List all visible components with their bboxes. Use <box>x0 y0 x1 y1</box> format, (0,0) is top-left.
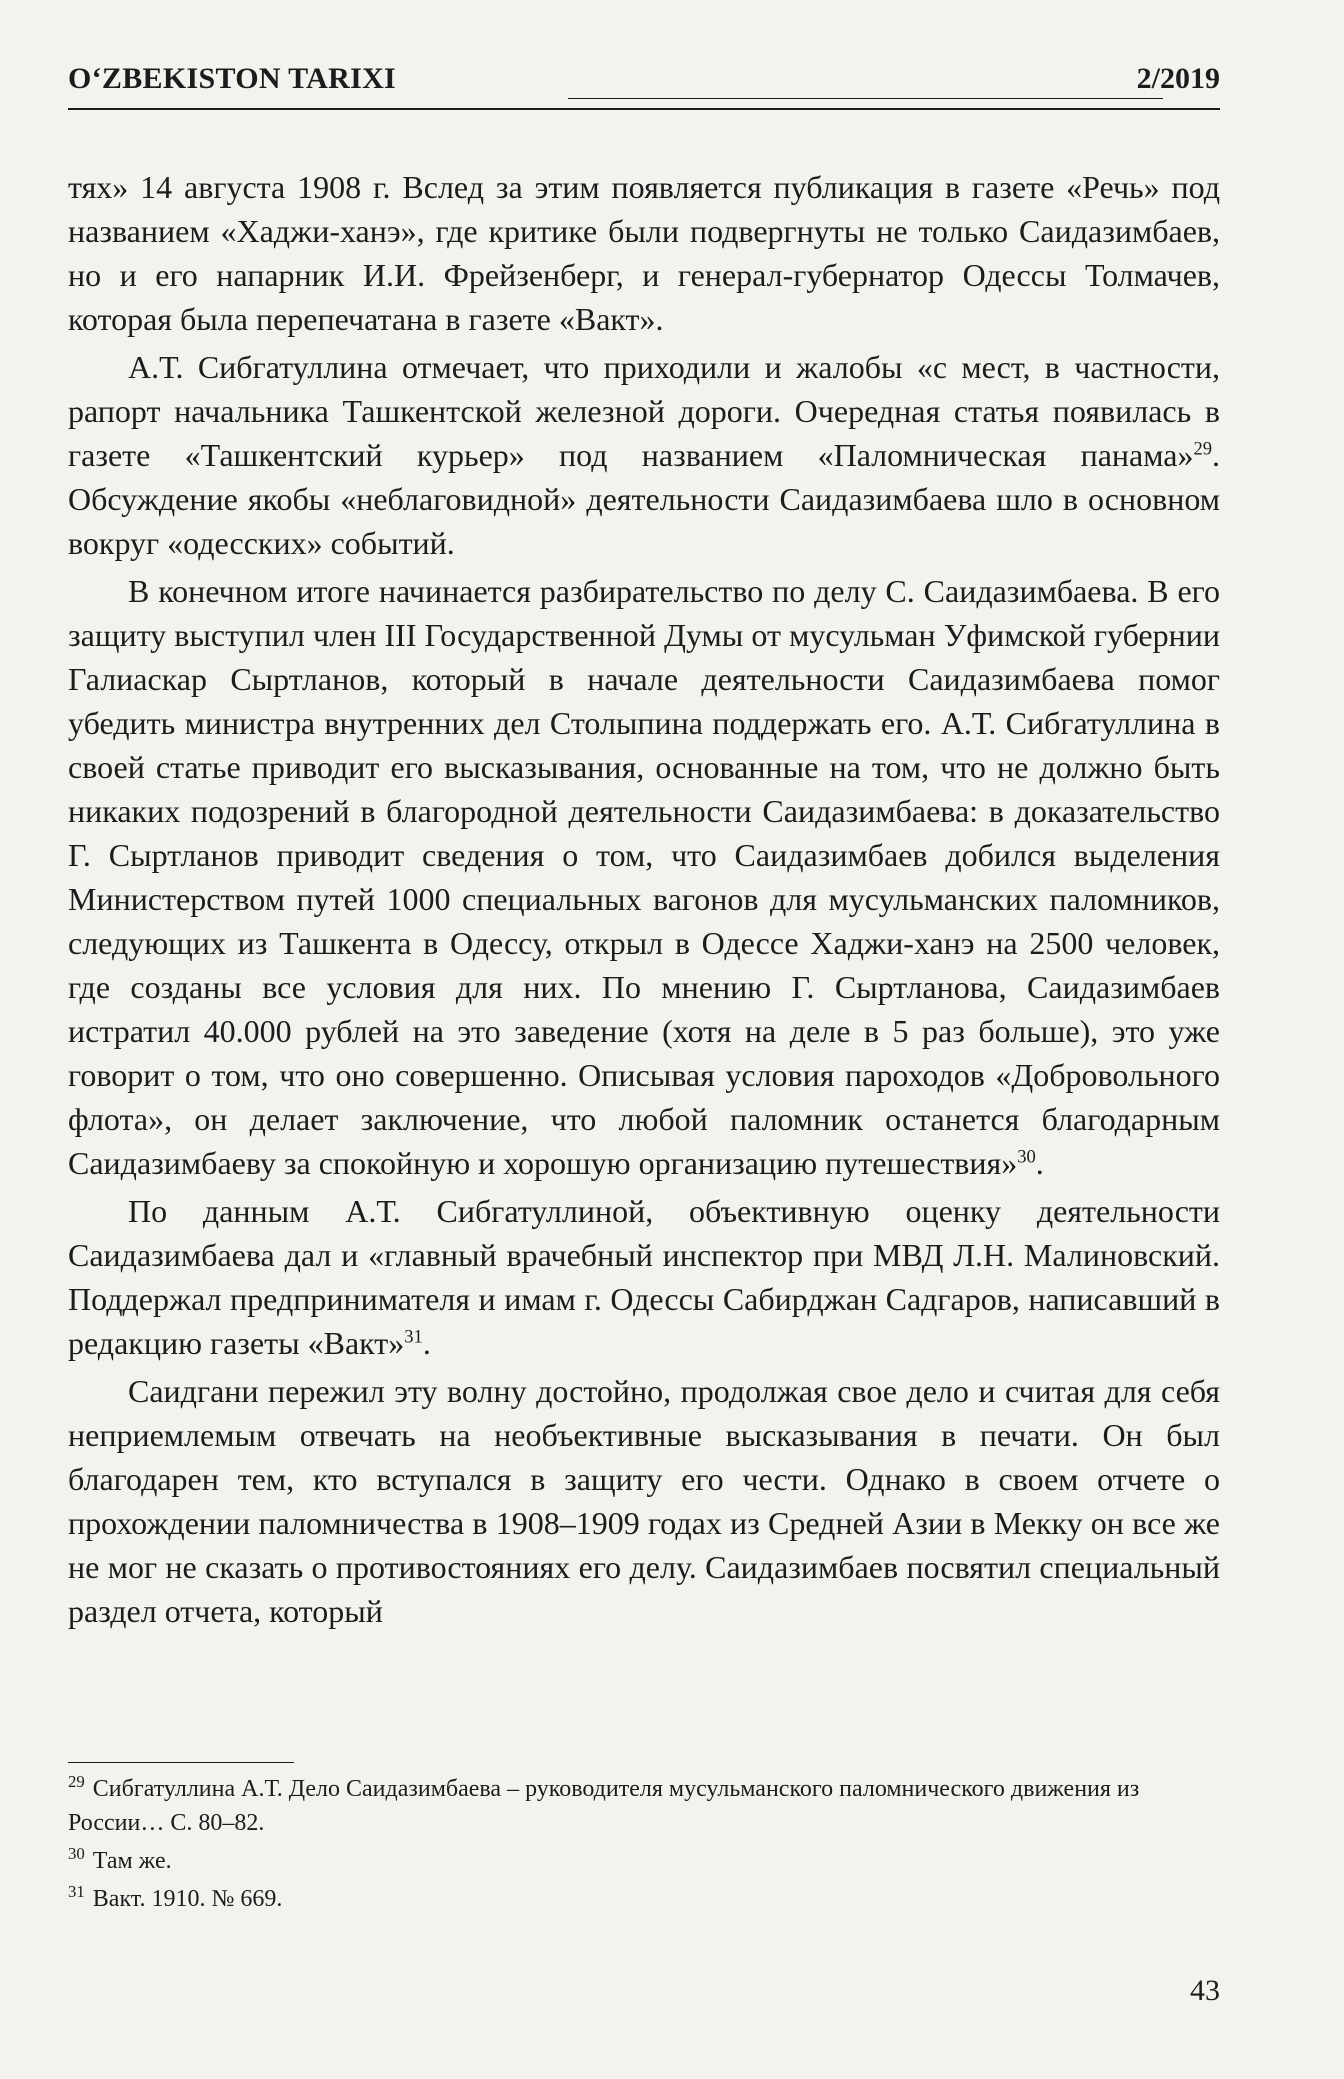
paragraph-5: Саидгани пережил эту волну достойно, продолжая свое дело и считая для себя неприемлемым отвечать на необъективные высказывания в печати. Он был благодарен тем, кто вступался в защиту его чести. Однако в своем отчете о прохождении паломничества в 1908–1909 годах из Средней Азии в Мекку он все же не мог не сказать о противостояниях его делу. Саидазимбаев посвятил специальный раздел отчета, который <box>68 1373 1220 1629</box>
footnote-ref-29[interactable]: 29 <box>1193 438 1212 460</box>
paragraph-4: По данным А.Т. Сибгатуллиной, объективную оценку деятельности Саидазимбаева дал и «главный врачебный инспектор при МВД Л.Н. Малиновский. Поддержал предпринимателя и имам г. Одессы Сабирджан Садгаров, написавший в редакцию газеты «Вакт»$^{31}$. <box>68 1193 1220 1361</box>
journal-title: O‘ZBEKISTON TARIXI <box>68 62 397 95</box>
footnote-31: $^{31}$ Вакт. 1910. № 669. <box>68 1882 283 1912</box>
issue-number: 2/2019 <box>1136 62 1220 95</box>
footnote-ref-30[interactable]: 30 <box>1017 1146 1036 1168</box>
page-number: 43 <box>1190 1974 1220 2007</box>
footnote-separator <box>68 1762 294 1763</box>
footnotes <box>68 1772 1220 1920</box>
paragraph-3: В конечном итоге начинается разбирательство по делу С. Саидазимбаева. В его защиту выступил член III Государственной Думы от мусульман Уфимской губернии Галиаскар Сыртланов, который в начале деятельности Саидазимбаева помог убедить министра внутренних дел Столыпина поддержать его. А.Т. Сибгатуллина в своей статье приводит его высказывания, основанные на том, что не должно быть никаких подозрений в благородной деятельности Саидазимбаева: в доказательство Г. Сыртланов приводит сведения о том, что Саидазимбаев добился выделения Министерством путей 1000 специальных вагонов для мусульманских паломников, следующих из Ташкента в Одессу, открыл в Одессе Хаджи-ханэ на 2500 человек, где созданы все условия для них. По мнению Г. Сыртланова, Саидазимбаев истратил 40.000 рублей на это заведение (хотя на деле в 5 раз больше), это уже говорит о том, что оно совершенно. Описывая условия пароходов «Добровольного флота», он делает заключение, что любой паломник останется благодарным Саидазимбаеву за спокойную и хорошую организацию путешествия»$^{30}$. <box>68 573 1220 1181</box>
footnote-29: $^{29}$ Сибгатуллина А.Т. Дело Саидазимбаева – руководителя мусульманского паломнического движения из России… С. 80–82. <box>68 1772 1140 1836</box>
footnote-ref-31[interactable]: 31 <box>404 1326 423 1348</box>
paragraph-2: А.Т. Сибгатуллина отмечает, что приходили и жалобы «с мест, в частности, рапорт начальника Ташкентской железной дороги. Очередная статья появилась в газете «Ташкентский курьер» под названием «Паломническая панама»$^{29}$. Обсуждение якобы «неблаговидной» деятельности Саидазимбаева шло в основном вокруг «одесских» событий. <box>68 349 1220 561</box>
paragraph-1: тях» 14 августа 1908 г. Вслед за этим появляется публикация в газете «Речь» под названием «Хаджи-ханэ», где критике были подвергнуты не только Саидазимбаев, но и его напарник И.И. Фрейзенберг, и генерал-губернатор Одессы Толмачев, которая была перепечатана в газете «Вакт». <box>68 169 1220 337</box>
article-body <box>68 165 1220 1633</box>
header-line <box>568 98 1163 99</box>
running-header <box>68 58 1220 108</box>
header-rule <box>68 108 1220 110</box>
footnote-30: $^{30}$ Там же. <box>68 1844 172 1874</box>
